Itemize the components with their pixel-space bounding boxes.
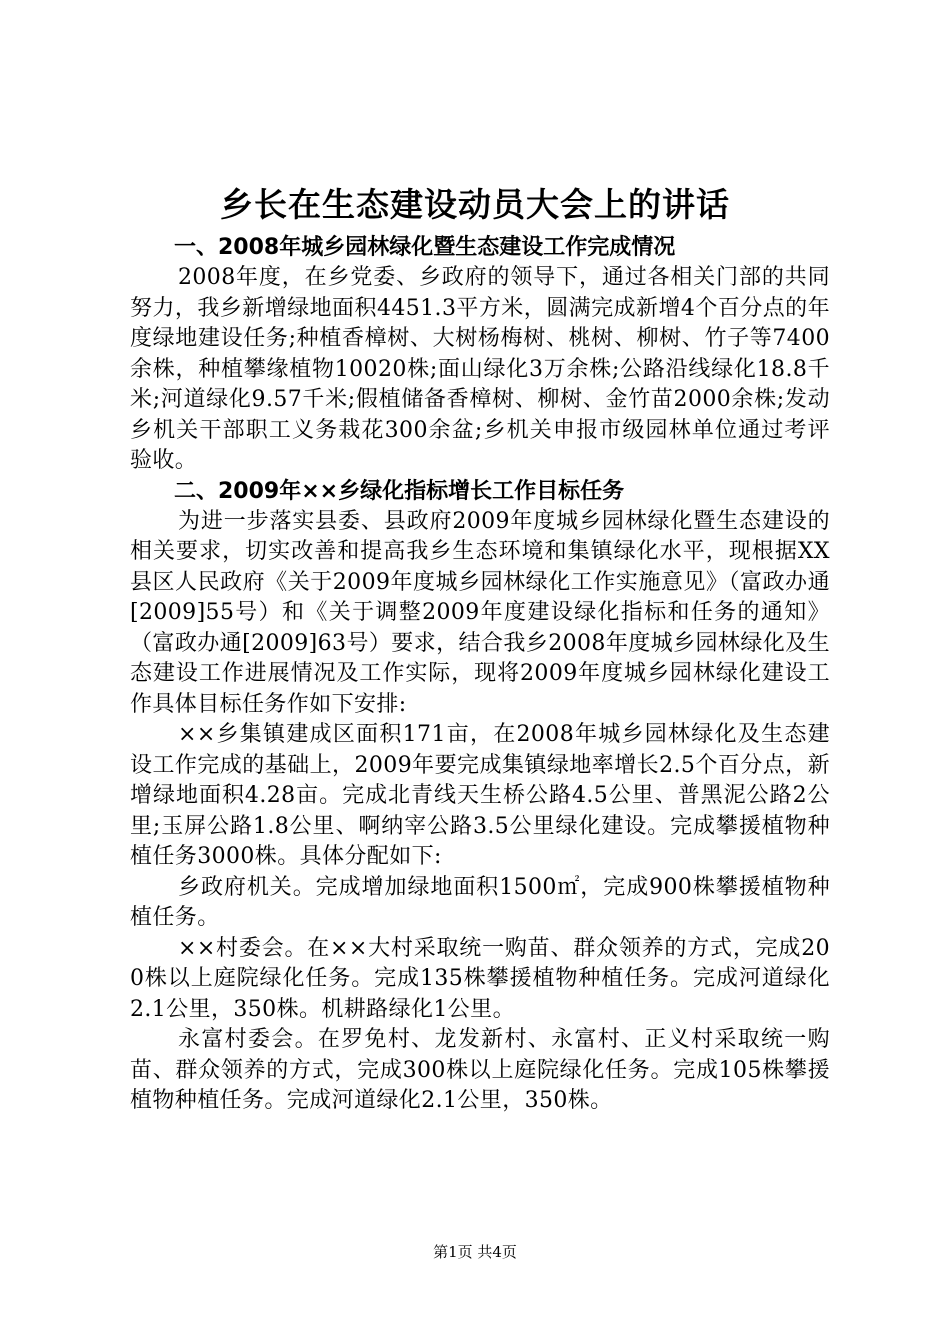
- document-body: [130, 233, 830, 1117]
- body-paragraph: 2008年度，在乡党委、乡政府的领导下，通过各相关门部的共同努力，我乡新增绿地面积4451.3平方米，圆满完成新增4个百分点的年度绿地建设任务;种植香樟树、大树杨梅树、桃树、柳树、竹子等7400余株，种植攀缘植物10020株;面山绿化3万余株;公路沿线绿化18.8千米;河道绿化9.57千米;假植储备香樟树、柳树、金竹苗2000余株;发动乡机关干部职工义务栽花300余盆;乡机关申报市级园林单位通过考评验收。: [130, 265, 830, 473]
- body-paragraph: 乡政府机关。完成增加绿地面积1500㎡，完成900株攀援植物种植任务。: [130, 874, 830, 930]
- body-paragraph: ××乡集镇建成区面积171亩，在2008年城乡园林绿化及生态建设工作完成的基础上，2009年要完成集镇绿地率增长2.5个百分点，新增绿地面积4.28亩。完成北青线天生桥公路4.5公里、普黑泥公路2公里;玉屏公路1.8公里、啊纳宰公路3.5公里绿化建设。完成攀援植物种植任务3000株。具体分配如下:: [130, 722, 830, 869]
- body-paragraph: 永富村委会。在罗免村、龙发新村、永富村、正义村采取统一购苗、群众领养的方式，完成300株以上庭院绿化任务。完成105株攀援植物种植任务。完成河道绿化2.1公里，350株。: [130, 1027, 830, 1113]
- page-footer: 第1页 共4页: [433, 1243, 517, 1261]
- section-heading: 二、2009年××乡绿化指标增长工作目标任务: [174, 478, 625, 504]
- section-heading: 一、2008年城乡园林绿化暨生态建设工作完成情况: [174, 235, 676, 260]
- body-paragraph: 为进一步落实县委、县政府2009年度城乡园林绿化暨生态建设的相关要求，切实改善和提高我乡生态环境和集镇绿化水平，现根据XX县区人民政府《关于2009年度城乡园林绿化工作实施意见》（富政办通[2009]55号）和《关于调整2009年度建设绿化指标和任务的通知》（富政办通[2009]63号）要求，结合我乡2008年度城乡园林绿化及生态建设工作进展情况及工作实际，现将2009年度城乡园林绿化建设工作具体目标任务作如下安排:: [130, 508, 830, 717]
- document-title: 乡长在生态建设动员大会上的讲话: [220, 185, 730, 224]
- body-paragraph: ××村委会。在××大村采取统一购苗、群众领养的方式，完成200株以上庭院绿化任务。完成135株攀援植物种植任务。完成河道绿化2.1公里，350株。机耕路绿化1公里。: [130, 935, 830, 1022]
